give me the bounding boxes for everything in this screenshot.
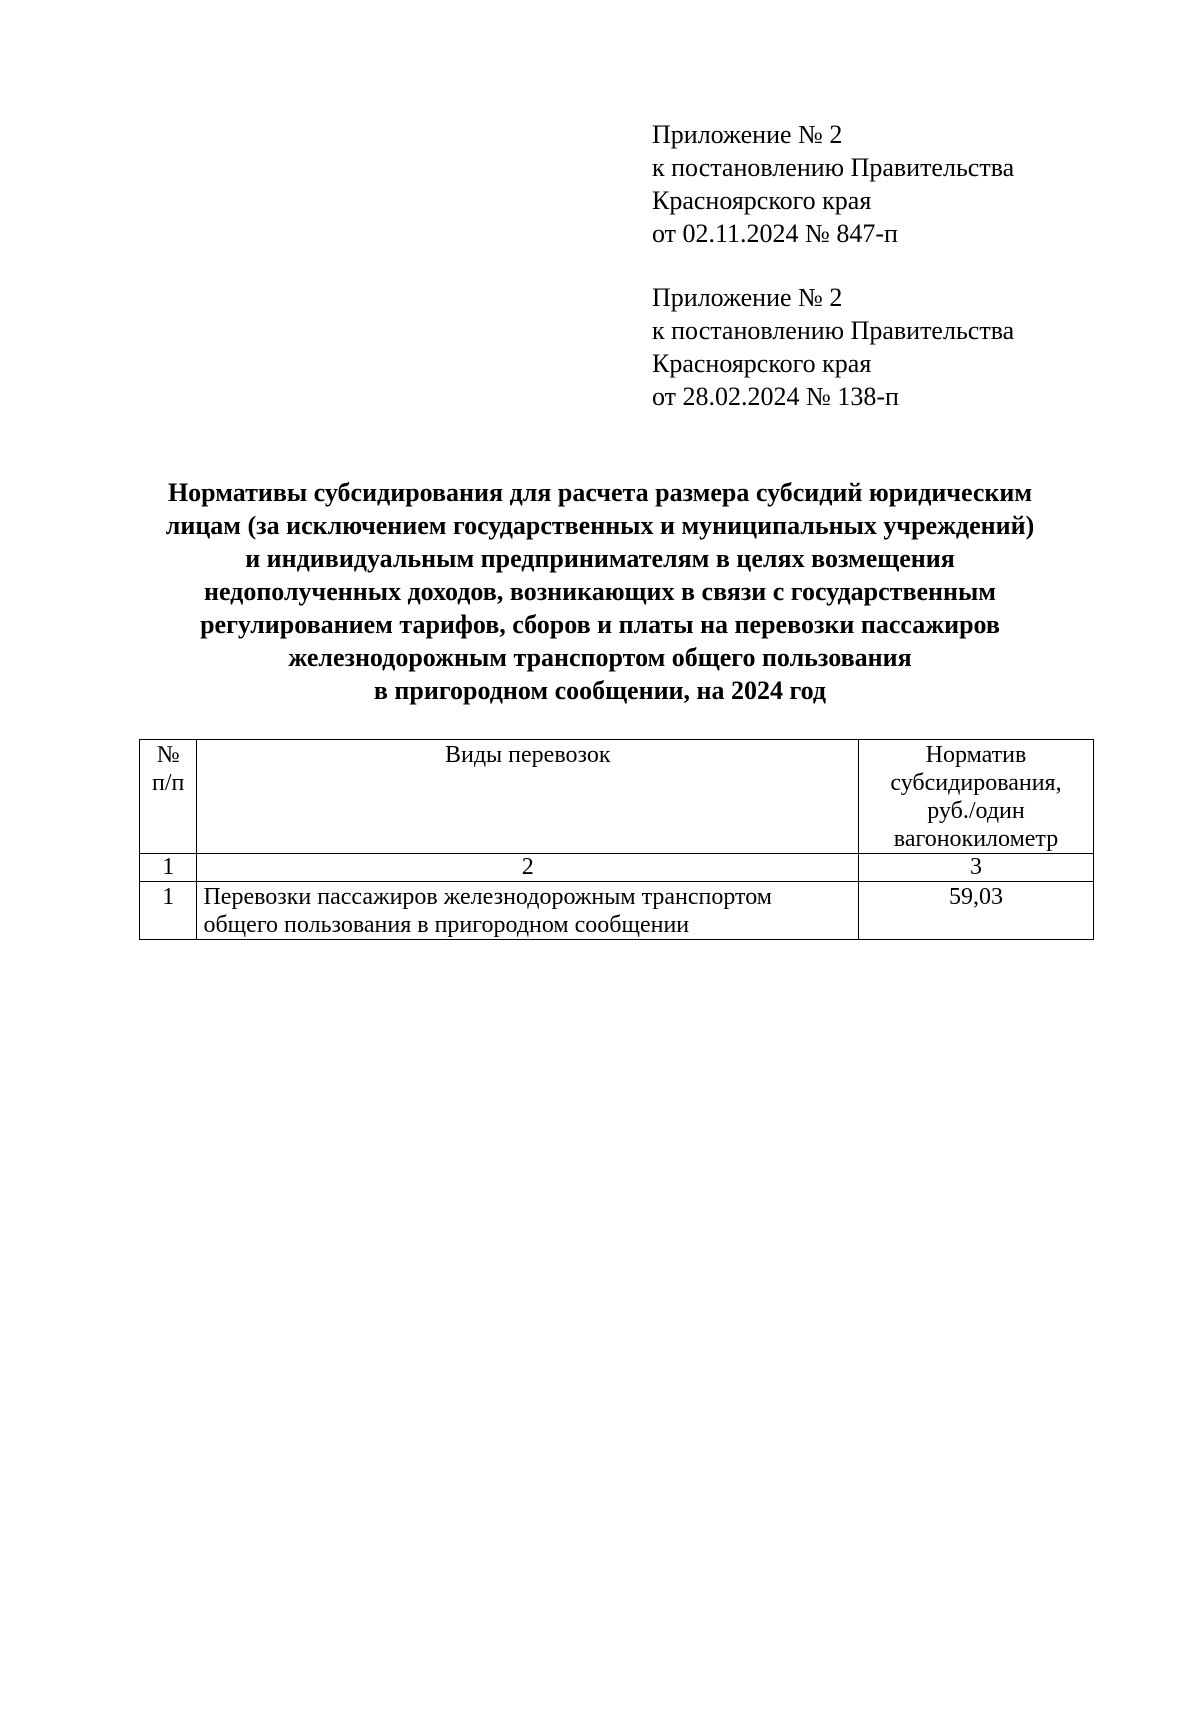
title-line: лицам (за исключением государственных и муниципальных учреждений) bbox=[165, 511, 1035, 540]
appendix-resolution-ref: к постановлению Правительства bbox=[652, 153, 1015, 182]
column-index: 3 bbox=[859, 854, 1094, 882]
appendix-title: Приложение № 2 bbox=[652, 120, 843, 149]
column-index: 2 bbox=[197, 854, 859, 882]
column-index-row bbox=[140, 854, 1094, 882]
title-line: железнодорожным транспортом общего пользования bbox=[288, 643, 912, 672]
table-row bbox=[140, 882, 1094, 940]
title-line: и индивидуальным предпринимателям в целях возмещения bbox=[245, 544, 955, 573]
title-line: в пригородном сообщении, на 2024 год bbox=[373, 676, 827, 705]
column-index: 1 bbox=[140, 854, 197, 882]
appendix-date-number: от 02.11.2024 № 847-п bbox=[652, 219, 898, 248]
header-number: № п/п bbox=[140, 740, 197, 854]
header-transport-kind: Виды перевозок bbox=[197, 740, 859, 854]
row-number: 1 bbox=[140, 882, 197, 940]
appendix-resolution-ref: к постановлению Правительства bbox=[652, 316, 1015, 345]
document-title bbox=[120, 476, 1080, 707]
header-subsidy-norm: Норматив субсидирования, руб./один вагонокилометр bbox=[859, 740, 1094, 854]
appendix-title: Приложение № 2 bbox=[652, 283, 843, 312]
title-line: Нормативы субсидирования для расчета размера субсидий юридическим bbox=[167, 478, 1033, 507]
appendix-date-number: от 28.02.2024 № 138-п bbox=[652, 382, 899, 411]
title-line: недополученных доходов, возникающих в связи с государственным bbox=[204, 577, 996, 606]
appendix-header-original bbox=[652, 281, 1172, 413]
table-header-row bbox=[140, 740, 1094, 854]
appendix-region: Красноярского края bbox=[652, 186, 872, 215]
row-subsidy-norm: 59,03 bbox=[859, 882, 1094, 940]
appendix-header-current bbox=[652, 118, 1172, 250]
row-transport-kind: Перевозки пассажиров железнодорожным транспортом общего пользования в пригородном сообщении bbox=[197, 882, 859, 940]
title-line: регулированием тарифов, сборов и платы на перевозки пассажиров bbox=[200, 610, 1000, 639]
subsidy-norms-table bbox=[139, 739, 1094, 940]
appendix-region: Красноярского края bbox=[652, 349, 872, 378]
